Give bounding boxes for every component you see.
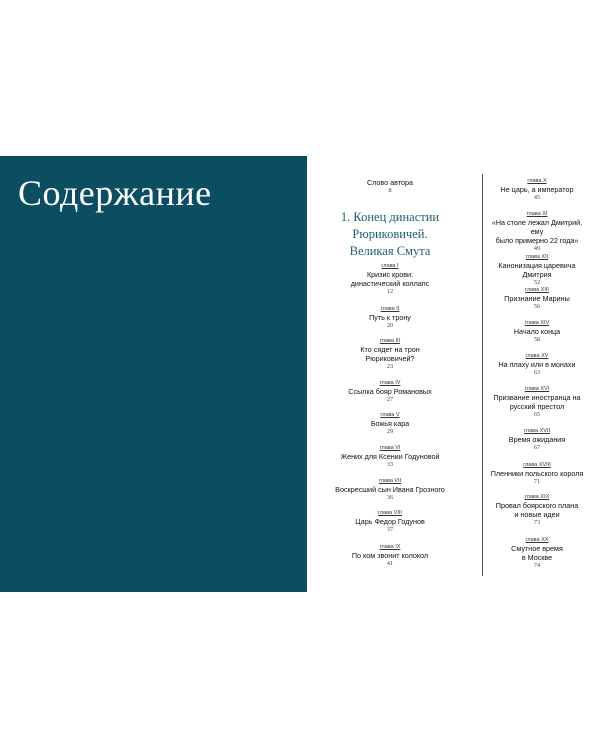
chapter-label: глава X xyxy=(527,178,547,184)
toc-entry[interactable] xyxy=(320,338,460,371)
toc-entry[interactable] xyxy=(485,178,589,202)
entry-page: 63 xyxy=(533,369,541,376)
toc-entry[interactable] xyxy=(485,386,589,419)
toc-entry[interactable] xyxy=(320,544,460,568)
book-spread xyxy=(0,156,600,592)
entry-title: Кто сядет на трон Рюриковичей? xyxy=(360,345,420,363)
entry-page: 27 xyxy=(386,396,394,403)
toc-entry[interactable] xyxy=(485,537,589,570)
toc-entry[interactable] xyxy=(485,211,589,253)
toc-entry[interactable] xyxy=(485,494,589,527)
entry-page: 65 xyxy=(533,411,541,418)
chapter-label: глава XVII xyxy=(524,428,550,434)
toc-entry[interactable] xyxy=(320,263,460,296)
toc-entry[interactable] xyxy=(320,380,460,404)
entry-title: Время ожидания xyxy=(508,435,566,444)
entry-page: 33 xyxy=(386,461,394,468)
entry-title: Начало конца xyxy=(513,327,561,336)
toc-entry[interactable] xyxy=(320,306,460,330)
chapter-label: глава VII xyxy=(378,478,402,484)
foreword-entry[interactable] xyxy=(320,178,460,195)
entry-page: 8 xyxy=(388,187,392,194)
entry-title: Смутное время в Москве xyxy=(511,544,563,562)
toc-entry[interactable] xyxy=(485,287,589,311)
entry-page: 29 xyxy=(386,428,394,435)
chapter-label: глава VI xyxy=(379,445,401,451)
entry-title: Пленники польского короля xyxy=(490,469,584,478)
toc-entry[interactable] xyxy=(320,412,460,436)
chapter-label: глава XX xyxy=(525,537,549,543)
contents-page xyxy=(307,156,600,592)
left-page xyxy=(0,156,307,592)
toc-entry[interactable] xyxy=(485,353,589,377)
toc-entry[interactable] xyxy=(485,428,589,452)
chapter-label: глава XII xyxy=(525,254,549,260)
chapter-label: глава XVI xyxy=(524,386,550,392)
entry-title: Кризис крови: династический коллапс xyxy=(350,270,430,288)
toc-entry[interactable] xyxy=(320,445,460,469)
entry-page: 49 xyxy=(533,245,541,252)
entry-title: Призвание иностранца на русский престол xyxy=(493,393,581,411)
entry-page: 20 xyxy=(386,322,394,329)
entry-title: По ком звонит колокол xyxy=(351,551,429,560)
entry-page: 74 xyxy=(533,562,541,569)
entry-title: На плаху или в монахи xyxy=(498,360,576,369)
chapter-label: глава XIII xyxy=(525,287,549,293)
chapter-label: глава XIV xyxy=(524,320,550,326)
entry-title: Слово автора xyxy=(366,178,414,187)
chapter-label: глава VIII xyxy=(378,510,402,516)
entry-title: Царь Федор Годунов xyxy=(355,517,425,526)
entry-title: Признание Марины xyxy=(504,294,570,303)
chapter-label: глава IV xyxy=(379,380,401,386)
entry-title: Божья кара xyxy=(370,419,410,428)
entry-title: Жених для Ксении Годуновой xyxy=(340,452,440,461)
entry-page: 56 xyxy=(533,303,541,310)
entry-title: Воскресший сын Ивана Грозного xyxy=(335,485,445,494)
chapter-label: глава XV xyxy=(525,353,549,359)
toc-entry[interactable] xyxy=(320,510,460,534)
chapter-label: глава XIX xyxy=(524,494,550,500)
toc-entry[interactable] xyxy=(320,478,460,502)
toc-entry[interactable] xyxy=(485,254,589,287)
toc-entry[interactable] xyxy=(485,462,589,486)
toc-entry[interactable] xyxy=(485,320,589,344)
entry-page: 73 xyxy=(533,519,541,526)
entry-page: 36 xyxy=(386,494,394,501)
entry-page: 23 xyxy=(386,363,394,370)
entry-title: Ссылка бояр Романовых xyxy=(348,387,432,396)
entry-page: 52 xyxy=(533,279,541,286)
chapter-label: глава I xyxy=(381,263,399,269)
entry-page: 71 xyxy=(533,478,541,485)
part-title: 1. Конец династии Рюриковичей. Великая Смута xyxy=(340,210,440,258)
entry-title: Канонизация царевича Дмитрия xyxy=(498,261,576,279)
chapter-label: глава V xyxy=(380,412,400,418)
column-divider xyxy=(482,174,483,576)
entry-page: 58 xyxy=(533,336,541,343)
page-title: Содержание xyxy=(18,173,212,213)
chapter-label: глава XI xyxy=(526,211,548,217)
chapter-label: глава XVIII xyxy=(523,462,551,468)
entry-page: 67 xyxy=(533,444,541,451)
chapter-label: глава IX xyxy=(379,544,401,550)
entry-page: 41 xyxy=(386,560,394,567)
chapter-label: глава III xyxy=(379,338,401,344)
entry-title: Путь к трону xyxy=(369,313,411,322)
entry-page: 12 xyxy=(386,288,394,295)
entry-title: Провал боярского плана и новые идеи xyxy=(495,501,579,519)
chapter-label: глава II xyxy=(380,306,400,312)
entry-title: Не царь, а император xyxy=(500,185,574,194)
entry-title: «На столе лежал Дмитрий, ему было примерно 22 года» xyxy=(491,218,583,245)
entry-page: 37 xyxy=(386,526,394,533)
entry-page: 45 xyxy=(533,194,541,201)
